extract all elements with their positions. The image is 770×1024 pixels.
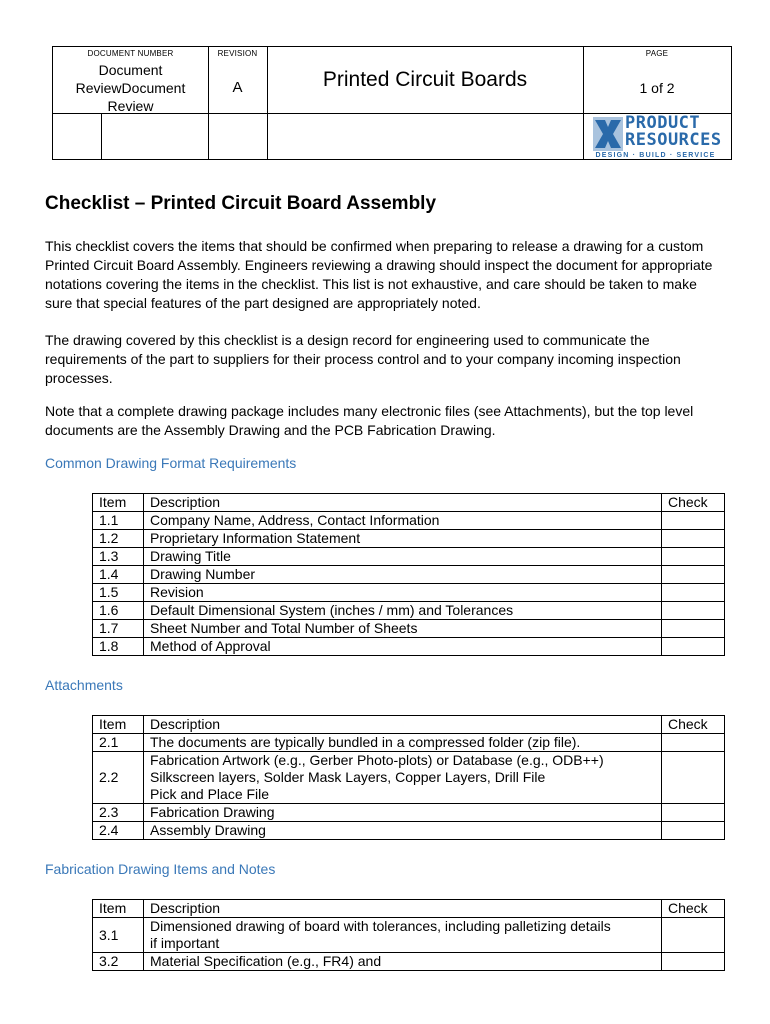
item-number: 2.4 [93,822,144,840]
logo-wordmark [625,115,722,149]
divider [267,47,268,159]
table-row [93,734,725,752]
column-header-item: Item [93,716,144,734]
item-number: 3.2 [93,953,144,971]
item-description: Drawing Title [144,548,662,566]
table-row [93,752,725,804]
table-row [93,584,725,602]
logo-line-1: PRODUCT [625,113,701,133]
check-cell[interactable] [662,953,725,971]
table-row [93,548,725,566]
logo-line-2: RESOURCES [625,130,722,150]
table-header-row [93,900,725,918]
item-number: 1.7 [93,620,144,638]
table-row [93,512,725,530]
item-description: Dimensioned drawing of board with tolerances, including palletizing details if important [144,918,662,953]
product-resources-logo [593,115,723,160]
item-description: Drawing Number [144,566,662,584]
item-number: 3.1 [93,918,144,953]
column-header-item: Item [93,494,144,512]
item-description: The documents are typically bundled in a compressed folder (zip file). [144,734,662,752]
item-description: Fabrication Artwork (e.g., Gerber Photo-plots) or Database (e.g., ODB++) Silkscreen layers, Solder Mask Layers, Copper Layers, Drill File Pick and Place File [144,752,662,804]
page-number: 1 of 2 [639,80,675,96]
item-description: Method of Approval [144,638,662,656]
check-cell[interactable] [662,638,725,656]
divider [101,113,102,159]
item-number: 1.6 [93,602,144,620]
item-description: Assembly Drawing [144,822,662,840]
section-title-attachments: Attachments [45,677,123,693]
check-cell[interactable] [662,530,725,548]
table-header-row [93,494,725,512]
revision-value: A [232,79,243,96]
item-number: 2.3 [93,804,144,822]
divider [583,47,584,159]
note-paragraph: Note that a complete drawing package includes many electronic files (see Attachments), but the top level documents are the Assembly Drawing and the PCB Fabrication Drawing. [45,403,694,438]
document-number-label: DOCUMENT NUMBER [87,49,174,58]
table-row [93,804,725,822]
document-title: Printed Circuit Boards [322,68,528,91]
page-label: PAGE [645,49,669,58]
table-row [93,566,725,584]
table-header-row [93,716,725,734]
table-row [93,918,725,953]
column-header-description: Description [144,716,662,734]
check-cell[interactable] [662,584,725,602]
item-description: Material Specification (e.g., FR4) and [144,953,662,971]
checklist-table-common-format [92,493,725,656]
revision-label: REVISION [217,49,258,58]
check-cell[interactable] [662,822,725,840]
scope-paragraph: The drawing covered by this checklist is a design record for engineering used to communicate the requirements of the part to suppliers for their process control and to your company incoming inspection processes. [45,332,681,386]
check-cell[interactable] [662,512,725,530]
column-header-check: Check [662,494,725,512]
item-number: 2.2 [93,752,144,804]
item-description: Proprietary Information Statement [144,530,662,548]
table-row [93,822,725,840]
item-description: Default Dimensional System (inches / mm) and Tolerances [144,602,662,620]
item-number: 1.2 [93,530,144,548]
check-cell[interactable] [662,918,725,953]
column-header-item: Item [93,900,144,918]
divider [208,47,209,159]
check-cell[interactable] [662,602,725,620]
section-title-common-drawing-format: Common Drawing Format Requirements [45,455,297,471]
logo-tagline: DESIGN · BUILD · SERVICE [595,152,716,159]
item-number: 1.8 [93,638,144,656]
document-header-block [52,46,732,160]
item-number: 1.5 [93,584,144,602]
section-title-fabrication-drawing: Fabrication Drawing Items and Notes [45,861,276,877]
intro-paragraph: This checklist covers the items that should be confirmed when preparing to release a drawing for a custom Printed Circuit Board Assembly. Engineers reviewing a drawing should inspect the document for appropriate notations covering the items in the checklist. This list is not exhaustive, and care should be taken to make sure that special features of the part designed are appropriately noted. [45,238,713,311]
checklist-table-fabrication [92,899,725,971]
table-row [93,638,725,656]
check-cell[interactable] [662,804,725,822]
item-description: Company Name, Address, Contact Information [144,512,662,530]
table-row [93,620,725,638]
item-number: 2.1 [93,734,144,752]
check-cell[interactable] [662,734,725,752]
check-cell[interactable] [662,752,725,804]
logo-x-icon [593,117,623,151]
check-cell[interactable] [662,548,725,566]
table-row [93,530,725,548]
checklist-table-attachments [92,715,725,840]
table-row [93,953,725,971]
check-cell[interactable] [662,620,725,638]
column-header-check: Check [662,900,725,918]
item-number: 1.1 [93,512,144,530]
check-cell[interactable] [662,566,725,584]
column-header-description: Description [144,900,662,918]
item-number: 1.3 [93,548,144,566]
checklist-heading: Checklist – Printed Circuit Board Assembly [45,193,437,214]
table-row [93,602,725,620]
item-description: Revision [144,584,662,602]
document-number: Document ReviewDocument Review [75,62,186,114]
column-header-check: Check [662,716,725,734]
column-header-description: Description [144,494,662,512]
item-number: 1.4 [93,566,144,584]
item-description: Fabrication Drawing [144,804,662,822]
item-description: Sheet Number and Total Number of Sheets [144,620,662,638]
